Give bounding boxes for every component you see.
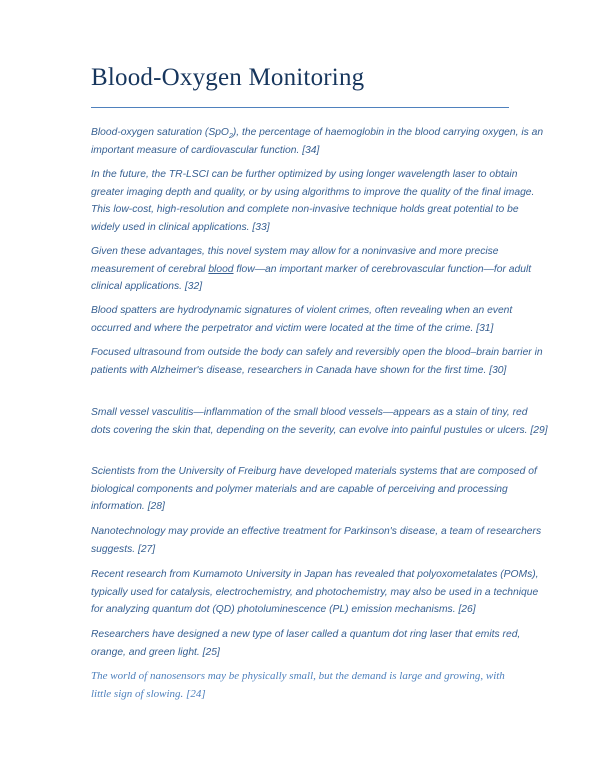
paragraph-text: Scientists from the University of Freiburg have developed materials systems that are composed of biological components and polymer materials and are capable of perceiving and processing information. bbox=[91, 466, 537, 512]
paragraph-34 bbox=[91, 124, 549, 159]
citation-ref: [24] bbox=[186, 687, 206, 700]
citation-ref: [27] bbox=[137, 543, 156, 555]
paragraph-text: In the future, the TR-LSCI can be further optimized by using longer wavelength laser to obtain greater imaging depth and quality, or by using algorithms to improve the quality of the final image. This low-cost, high-resolution and complete non-invasive technique holds great potential to be widely used in clinical applications. bbox=[91, 169, 535, 233]
subscript: 2 bbox=[228, 133, 233, 141]
paragraph-text: Nanotechnology may provide an effective treatment for Parkinson's disease, a team of researchers suggests. bbox=[91, 526, 542, 555]
paragraph-text: flow—an important marker of cerebrovascular function—for adult clinical applications. bbox=[91, 263, 532, 292]
citation-ref: [26] bbox=[458, 604, 476, 615]
citation-ref: [33] bbox=[252, 221, 270, 233]
page-title: Blood-Oxygen Monitoring bbox=[91, 64, 365, 91]
paragraph-28 bbox=[91, 463, 549, 516]
citation-ref: [30] bbox=[489, 364, 507, 376]
paragraph-text: Blood-oxygen saturation (SpO bbox=[91, 127, 229, 138]
citation-ref: [25] bbox=[202, 646, 220, 658]
paragraph-31 bbox=[91, 302, 549, 337]
paragraph-text: Small vessel vasculitis—inflammation of the small blood vessels—appears as a stain of tiny, red dots covering the skin that, depending on the severity, can evolve into painful pustules or ulcers. bbox=[91, 407, 528, 436]
citation-ref: [32] bbox=[184, 281, 203, 292]
paragraph-24 bbox=[91, 668, 511, 703]
paragraph-32 bbox=[91, 243, 549, 296]
paragraph-30 bbox=[91, 344, 549, 379]
paragraph-25 bbox=[91, 626, 549, 661]
paragraph-text: Researchers have designed a new type of laser called a quantum dot ring laser that emits red, orange, and green light. bbox=[91, 629, 521, 658]
underlined-word: blood bbox=[208, 263, 234, 275]
title-divider bbox=[91, 107, 509, 108]
paragraph-text: ), the percentage of haemoglobin in the blood carrying oxygen, is an important measure of cardiovascular function. bbox=[91, 127, 544, 156]
paragraph-text: Recent research from Kumamoto University in Japan has revealed that polyoxometalates (POMs), typically used for catalysis, electrochemistry, and photochemistry, may also be used in a technique for analyzing quantum dot (QD) photoluminescence (PL) emission mechanisms. bbox=[91, 569, 539, 615]
citation-ref: [28] bbox=[147, 501, 165, 512]
citation-ref: [31] bbox=[476, 322, 494, 334]
citation-ref: [34] bbox=[302, 144, 320, 156]
paragraph-text: Blood spatters are hydrodynamic signatures of violent crimes, often revealing when an event occurred and where the perpetrator and victim were located at the time of the crime. bbox=[91, 305, 513, 334]
paragraph-27 bbox=[91, 523, 549, 558]
paragraph-text: The world of nanosensors may be physically small, but the demand is large and growing, with little sign of slowing. bbox=[91, 670, 505, 700]
paragraph-26 bbox=[91, 566, 549, 619]
paragraph-29 bbox=[91, 404, 549, 439]
paragraph-33 bbox=[91, 166, 549, 236]
paragraph-text: Given these advantages, this novel system may allow for a noninvasive and more precise measurement of cerebral bbox=[91, 246, 499, 275]
paragraph-text: Focused ultrasound from outside the body can safely and reversibly open the blood–brain barrier in patients with Alzheimer's disease, researchers in Canada have shown for the first time. bbox=[91, 347, 543, 376]
citation-ref: [29] bbox=[530, 424, 548, 436]
